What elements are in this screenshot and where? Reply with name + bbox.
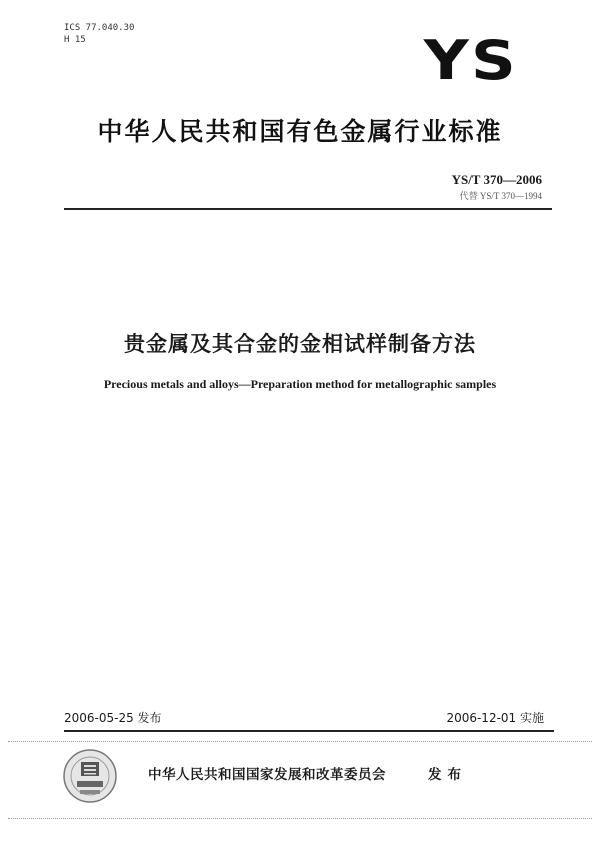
replaces-standard: 代替 YS/T 370—1994 — [459, 191, 542, 201]
top-divider — [64, 208, 552, 210]
standard-number: YS/T 370—2006 — [451, 172, 542, 187]
category-code: H 15 — [64, 35, 86, 45]
publish-label: 发布 — [428, 767, 467, 783]
dotted-divider-footer — [8, 818, 592, 819]
bottom-divider — [64, 730, 554, 732]
standard-title: 中华人民共和国有色金属行业标准 — [97, 117, 503, 146]
dotted-divider — [8, 741, 592, 742]
standard-number-block — [452, 172, 542, 202]
issuing-authority: 中华人民共和国国家发展和改革委员会 — [148, 767, 386, 783]
ys-logo: YS — [423, 29, 518, 92]
implementation-date: 2006-12-01 实施 — [446, 711, 544, 725]
classification-codes — [64, 22, 134, 46]
document-title-cn: 贵金属及其合金的金相试样制备方法 — [124, 332, 476, 356]
issuer-seal-icon — [62, 748, 118, 804]
document-title-en: Precious metals and alloys—Preparation method for metallographic samples — [103, 377, 497, 391]
ics-code: ICS 77.040.30 — [64, 23, 135, 33]
issue-date: 2006-05-25 发布 — [64, 711, 162, 725]
